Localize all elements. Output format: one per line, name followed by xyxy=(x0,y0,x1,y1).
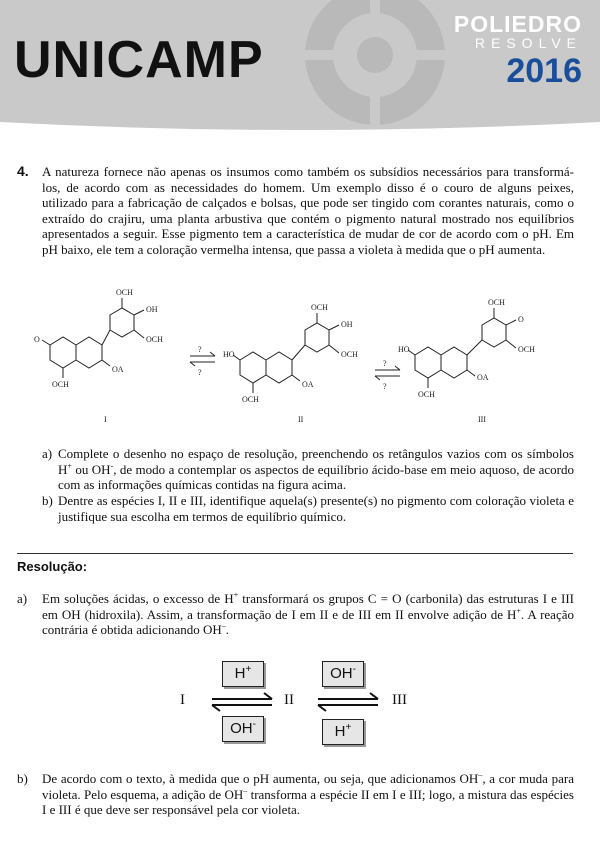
equilibrium-arrows xyxy=(200,690,400,714)
svg-text:?: ? xyxy=(383,382,387,391)
svg-text:OH: OH xyxy=(341,320,353,329)
structure-label-ii: II xyxy=(298,415,304,424)
brand-name: POLIEDRO xyxy=(453,11,582,37)
svg-text:?: ? xyxy=(198,345,202,354)
question-number: 4. xyxy=(17,163,29,179)
question-intro: A natureza fornece não apenas os insumos como também os subsídios necessários para transformá-los, de acordo com as necessidades do homem. Um exemplo disso é o couro de alguns peixes, utilizado para a fabricação de calçados e bolsas, que pode ser tingido com corantes naturais, como o extraído do crajiru, uma planta arbustiva que contém o pigmento natural mostrado nos equilíbrios apresentados a seguir. Esse pigmento tem a característica de mudar de cor de acordo com o pH. Em pH baixo, ele tem a coloração vermelha intensa, que passa a violeta à medida que o pH aumenta. xyxy=(42,164,574,257)
header-wave xyxy=(0,110,600,133)
svg-text:?: ? xyxy=(383,359,387,368)
item-b-text: Dentre as espécies I, II e III, identifique aquela(s) presente(s) no pigmento com coloração violeta e justifique sua escolha em termos de equilíbrio químico. xyxy=(58,493,574,524)
resolution-a-label: a) xyxy=(17,591,28,606)
svg-text:OCH: OCH xyxy=(518,345,535,354)
svg-text:OCH: OCH xyxy=(242,395,259,404)
resolution-a-text: Em soluções ácidas, o excesso de H+ transformará os grupos C = O (carbonila) das estruturas I e III em OH (hidroxila). Assim, a transformação de I em II e de III em II envolve adição de H+. A reação contrária é obtida adicionando OH–. xyxy=(42,590,574,637)
svg-text:OCH: OCH xyxy=(488,298,505,307)
resolution-heading: Resolução: xyxy=(17,559,88,574)
item-b-label: b) xyxy=(42,493,53,508)
svg-text:OA: OA xyxy=(477,373,489,382)
page-header xyxy=(0,0,600,133)
svg-text:OCH: OCH xyxy=(116,288,133,297)
label-o: O xyxy=(34,335,40,344)
svg-text:OCH: OCH xyxy=(418,390,435,399)
scheme-label-iii: III xyxy=(392,692,407,708)
svg-text:OA: OA xyxy=(112,365,124,374)
scheme-label-ii: II xyxy=(284,692,294,708)
svg-text:OA: OA xyxy=(302,380,314,389)
chemical-equilibrium-figure xyxy=(30,280,570,430)
resolution-b-label: b) xyxy=(17,771,28,786)
box-oh-minus-top: OH- xyxy=(322,661,364,687)
section-divider xyxy=(17,553,573,554)
brand-tagline: RESOLVE xyxy=(474,35,582,51)
page-title: UNICAMP xyxy=(14,31,264,89)
box-oh-minus-bottom: OH- xyxy=(222,716,264,742)
svg-text:OCH: OCH xyxy=(341,350,358,359)
structure-label-iii: III xyxy=(478,415,486,424)
item-a-label: a) xyxy=(42,446,53,461)
box-h-plus-top: H+ xyxy=(222,661,264,687)
svg-text:HO: HO xyxy=(223,350,235,359)
structure-label-i: I xyxy=(104,415,107,424)
svg-text:HO: HO xyxy=(398,345,410,354)
svg-text:OCH: OCH xyxy=(52,380,69,389)
scheme-label-i: I xyxy=(180,692,185,708)
exam-year: 2016 xyxy=(506,52,582,90)
item-a-text: Complete o desenho no espaço de resolução, preenchendo os retângulos vazios com os símbolos H+ ou OH-, de modo a contemplar os aspectos de equilíbrio ácido-base em meio aquoso, de acordo com as informações químicas contidas na figura acima. xyxy=(58,446,575,492)
svg-text:OH: OH xyxy=(146,305,158,314)
svg-text:O: O xyxy=(518,315,524,324)
resolution-b-text: De acordo com o texto, à medida que o pH aumenta, ou seja, que adicionamos OH–, a cor muda para violeta. Pelo esquema, a adição de OH– transforma a espécie II em I e III; logo, a mistura das espécies I e III é que deve ser responsável pela cor violeta. xyxy=(42,770,574,817)
box-h-plus-bottom: H+ xyxy=(322,719,364,745)
svg-text:?: ? xyxy=(198,368,202,377)
svg-text:OCH: OCH xyxy=(146,335,163,344)
brand-logo xyxy=(454,12,582,90)
svg-text:OCH: OCH xyxy=(311,303,328,312)
